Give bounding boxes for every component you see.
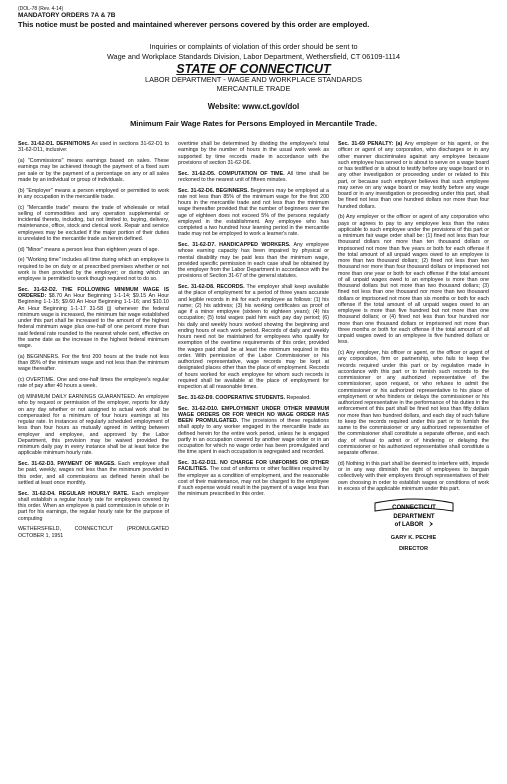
section-heading: Sec. 31-62-D6. BEGINNERS. (178, 187, 249, 194)
state-title: STATE OF CONNECTICUT (176, 62, 331, 76)
section-heading: Sec. 31-69 PENALTY: (a) (338, 141, 403, 147)
paragraph (338, 461, 489, 492)
paragraph-text: (d) MINIMUM DAILY EARNINGS GUARANTEED. An employee who by request or permission of the employer, reports for duty on any day whether or not assigned to actual work shall be compensated for a minimum of four hours earnings at his regular rate. In instances of regularly scheduled employment of less than four hours as mutually agreed in writing between employer and employee, and approved by the Labor Department, this provision may be waived provided the minimum daily pay in every instance shall be at least twice the applicable minimum hourly rate. (18, 394, 169, 457)
paragraph-text: Repealed. (285, 394, 311, 401)
paragraph-text: (a) "Commissions" means earnings based on sales. These earnings may be achieved through the payment of a fixed sum per sale or by the payment of a percentage on any or all sales made by an individual or group of individuals. (18, 158, 169, 183)
regulation-columns (18, 141, 489, 726)
paragraph (338, 141, 489, 210)
paragraph (178, 171, 329, 184)
paragraph-text: The provisions of these regulations shall apply to any worker engaged in the mercantile trade as defined herein for the entire work period, unless he is engaged partly in an occupation covered by another wage order or in an occupation for which no wage order has been promulgated and the time spent in each occupation is segregated and recorded. (178, 418, 329, 456)
signature-title: DIRECTOR (398, 545, 429, 552)
column-3-body (338, 141, 489, 492)
board-name: MERCANTILE TRADE (216, 83, 291, 93)
paragraph-text: (c) "Mercantile trade" means the trade of wholesale or retail selling of commodities and any operation supplemental or incidental thereto, including, but not limited to, buying, delivery, maintenance, office, stock and clerical work. Repair and service employees may be excluded if the major portion of their duties is unrelated to the mercantile trade as herein defined. (18, 204, 169, 242)
paragraph (178, 188, 329, 238)
paragraph-text: (d) "Minor" means a person less than eighteen years of age. (18, 246, 159, 253)
paragraph (18, 491, 169, 522)
paragraph-text: (e) "Working time" includes all time during which an employee is required to be on duty or at prescribed premises whether or not work is then provided by the employer; or during which an employee is permitted to work though required not to do so. (18, 257, 169, 282)
page-heading: Minimum Fair Wage Rates for Persons Employed in Mercantile Trade. (130, 119, 377, 128)
section-heading: Sec. 31-62-D1. DEFINITIONS (18, 141, 90, 147)
paragraph-text: (c) OVERTIME. One and one-half times the employee's regular rate of pay after 40 hours a week. (18, 377, 169, 390)
paragraph (178, 406, 329, 456)
paragraph-text: (b) "Employer" means a person employed or permitted to work in any occupation in the mercantile trade. (18, 187, 169, 200)
paragraph (18, 287, 169, 350)
seal-text-3: of LABOR (394, 521, 423, 528)
paragraph (18, 377, 169, 390)
paragraph-text: The employer shall keep available at the place of employment for a period of three years accurate and legible records in ink for each employee as follows: (1) his name; (2) his address; (3) his working certificates as proof of age if a minor employee (sixteen to eighteen years); (4) his occupation; (5) total wages paid him each pay day period; (6) his daily and weekly hours worked showing the beginning and ending hours of each work period. Records of daily and weekly hours need not be maintained for employees who qualify for exemption of the overtime requirements of this order, provided the wages paid shall be at least the minimum required in this order. With permission of the Labor Commissioner or his authorized representative, wage records may be kept at designated places other than the place of employment. Records of hours worked for each employee for whom such records is required shall be available at the place of employment for inspection at all reasonable times. (178, 284, 329, 390)
paragraph (18, 247, 169, 253)
department-name: LABOR DEPARTMENT - WAGE AND WORKPLACE STANDARDS (145, 75, 362, 84)
section-heading: Sec. 31-62-D4. REGULAR HOURLY RATE. (18, 490, 129, 497)
paragraph-text: Any employer or his agent, or the officer or agent of any corporation, who discharges or in any other manner discriminates against any employee because such employee has served or is about to serve on a wage board or has testified or is about to testify before any wage board or in any other investigation or proceeding under or related to this part, or because such employer believes that such employee may serve on any wage board or may testify before any wage board or in any investigation or proceeding under this part, shall be fined not less than one hundred dollars nor more than four hundred dollars. (338, 141, 489, 210)
inquiry-line-1: Inquiries or complaints of violation of this order should be sent to (149, 42, 358, 51)
seal-text-1: CONNECTICUT (391, 504, 436, 511)
paragraph (18, 141, 169, 154)
section-heading: Sec. 31-62-D10. EMPLOYMENT UNDER OTHER MINIMUM WAGE ORDERS OR FOR WHICH NO WAGE ORDER HAS BEEN PROMULGATED. (178, 405, 329, 424)
paragraph-text: (c) Any employer, his officer or agent, or the officer or agent of any corporation, firm or partnership, who fails to keep the records required under this part or by regulation made in accordance with this part or to furnish such records to the commissioner or any authorized representative of the commissioner, upon request, or who refuses to admit the commissioner or his authorized representative to his place of employment or who hinders or delays the commissioner or his authorized representative in the performance of his duties in the enforcement of this part shall be fined not less than fifty dollars nor more than two hundred dollars, and each day of such failure to keep the records required under this part or to furnish the same to the commissioner or any authorized representative of the commissioner shall constitute a separate offense, and each day of refusal to admit or of hindering or delaying the commissioner or his authorized representative shall constitute a separate offense. (338, 350, 489, 456)
paragraph-text: overtime shall be determined by dividing the employee's total earnings by the number of hours in the usual work week as supported by time records made in accordance with the provisions of section 31-62-D6. (178, 141, 329, 166)
paragraph-text: $8.70 An Hour Beginning 1-1-14; $9.15 An Hour Beginning 1-1-15; $9.60 An Hour Beginning 1-1-16; and $10.10 An Hour Beginning 1-1-17 31-58 (j) whenever the federal minimum wage is increased, the minimum fair wage established under this part shall be increased to the amount of the highest federal minimum wage plus one-half of one percent more than said federal rate rounded to the nearest whole cent, effective on the same date as the increase in the highest federal minimum wage. (18, 293, 169, 349)
signature-name: GARY K. PECHIE (390, 534, 437, 541)
paragraph (18, 257, 169, 282)
paragraph (338, 214, 489, 345)
section-heading: Sec. 31-62-D8. RECORDS. (178, 284, 245, 290)
paragraph-text: (d) Nothing in this part shall be deemed to interfere with, impede or in any way diminish the right of employees to bargain collectively with their employers through representatives of their own choosing in order to establish wages or conditions of work in excess of the applicable minimum under this part. (338, 460, 489, 492)
paragraph-text: WETHERSFIELD, CONNECTICUT (PROMULGATED OCTOBER 1, 1951 (18, 526, 169, 539)
paragraph-text: Any employee whose earning capacity has been impaired by physical or mental disability may be paid less than the minimum wage, provided specific permission in each case shall be obtained by the employer from the Labor Department in accordance with the provisions of Section 31-67 of the general statutes. (178, 242, 329, 280)
paragraph-text: Each employee shall be paid, weekly, wages not less than the minimum provided in this order, and all commissions as defined herein shall be settled at least once monthly. (18, 461, 169, 486)
section-heading: Sec. 31-62-D5. COMPUTATION OF TIME. (178, 170, 285, 177)
paragraph-text: Beginners may be employed at a rate not less than 85% of the minimum wage for the first 200 hours in the mercantile trade and not less than the minimum wage thereafter provided that the number of beginners over the age of eighteen does not exceed 5% of the persons regularly employed in the establishment. Any employee who has completed a two hundred hour learning period in the mercantile trade may not be employed to work a learner's rate. (178, 187, 329, 238)
paragraph (178, 395, 329, 401)
paragraph-text: (b) Any employer or the officer or agent of any corporation who pays or agrees to pay to any employee less than the rates applicable to such employee under the provisions of this part or a minimum fair wage order shall be: (1) fined not less than four thousand dollars nor more than ten thousand dollars or imprisoned not more than five years or both for each offense if the total amount of all unpaid wages owed to an employee is more than two thousand dollars; (2) fined not less than two thousand nor more than four thousand dollars or imprisoned not more than one year or both for each offense if the total amount of all unpaid wages owed to an employee is more than one thousand dollars but not more than two thousand dollars; (3) fined not less than one thousand nor more than two thousand dollars or imprisoned not more than six months or both for each offense if the total amount of all unpaid wages owed to an employee is more than five hundred but not more than one thousand dollars; or (4) fined not less than four hundred nor more than one thousand dollars or imprisoned not more than three months or both for each offense if the total amount of all unpaid wages owed to an employee is five hundred dollars or less. (338, 214, 489, 346)
paragraph (178, 242, 329, 280)
paragraph (18, 526, 169, 539)
paragraph (18, 188, 169, 201)
paragraph (178, 284, 329, 390)
paragraph-text: (a) BEGINNERS. For the first 200 hours at the trade not less than 85% of the minimum wage and not less than the minimum wage thereafter. (18, 353, 169, 373)
form-number: (DOL-78 (Rev. 4-14) (18, 6, 64, 12)
paragraph (18, 205, 169, 243)
website-link[interactable]: Website: www.ct.gov/dol (207, 102, 300, 111)
section-heading: Sec. 31-62-D9. COOPERATIVE STUDENTS. (178, 394, 286, 401)
paragraph (338, 350, 489, 456)
orders-title: MANDATORY ORDERS 7A & 7B (18, 12, 116, 19)
paragraph (18, 461, 169, 486)
inquiry-line-2: Wage and Workplace Standards Division, Labor Department, Wethersfield, CT 06109-1114 (106, 51, 401, 61)
paragraph-text: All time shall be reckoned to the nearest unit of fifteen minutes. (178, 170, 329, 183)
section-heading: Sec. 31-62-D2. THE FOLLOWING MINIMUM WAGE IS ORDERED: (18, 286, 169, 299)
paragraph-text: As used in sections 31-62-D1 to 31-62-D11, inclusive: (18, 141, 169, 154)
paragraph-text: Each employer shall establish a regular hourly rate for employees covered by this order. When an employee is paid commission in whole or in part for his earnings, the regular hourly rate for the purpose of computing (18, 490, 169, 522)
section-heading: Sec. 31-62-D3. PAYMENT OF WAGES. (18, 461, 116, 467)
paragraph (18, 354, 169, 373)
column-1 (18, 141, 169, 726)
paragraph (178, 141, 329, 166)
paragraph-text: The cost of uniforms or other facilities required by the employer as a condition of employment, and the reasonable cost of their maintenance, may not be charged to the employee if such expense would result in the payment of a wage less than the minimum prescribed in this order. (178, 466, 329, 498)
paragraph (178, 460, 329, 498)
paragraph (18, 158, 169, 183)
column-2 (178, 141, 329, 726)
column-3 (338, 141, 489, 726)
section-heading: Sec. 31-62-D7. HANDICAPPED WORKERS. (178, 242, 291, 248)
seal-text-2: DEPARTMENT (392, 513, 435, 520)
posting-notice: This notice must be posted and maintained wherever persons covered by this order are employed. (18, 20, 370, 29)
labor-department-seal-icon (371, 497, 457, 531)
section-heading: Sec. 31-62-D11. NO CHARGE FOR UNIFORMS OR OTHER FACILITIES. (178, 460, 329, 473)
paragraph (18, 394, 169, 457)
